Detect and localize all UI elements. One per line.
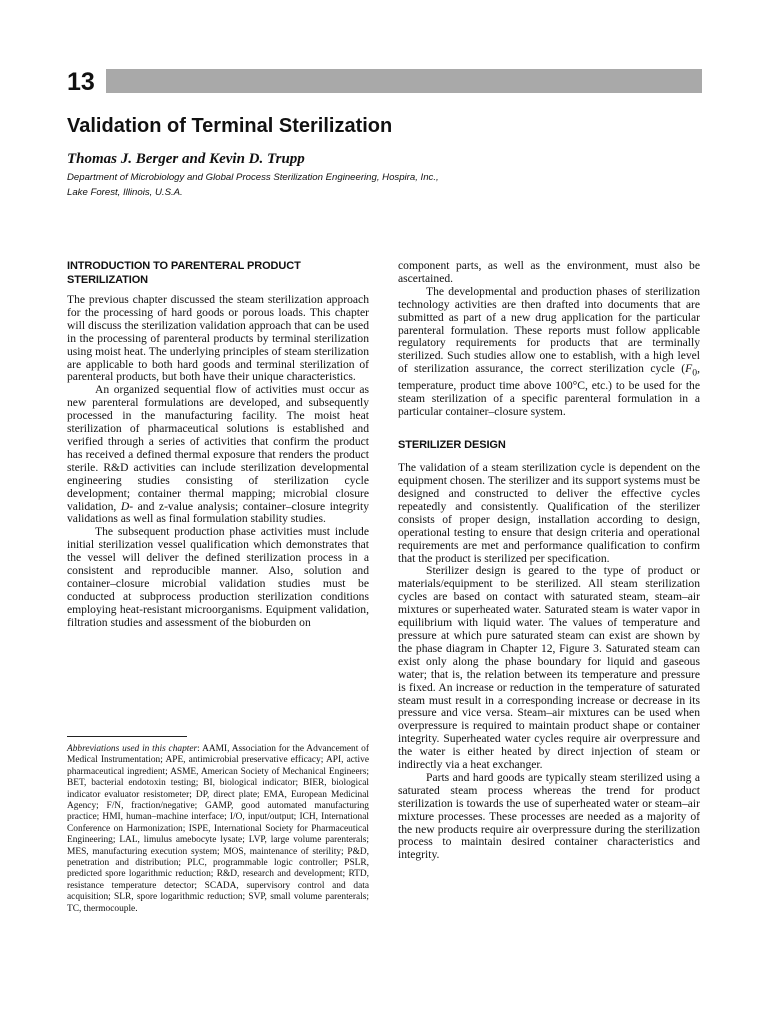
intro-paragraph-2-tail: - and z-value analysis; container–closure integrity validations as well as final formulation stability studies. (67, 499, 369, 526)
affiliation (67, 170, 707, 200)
development-text-tail: , temperature, product time above 100°C, etc.) to be used for the steam sterilization of a specific parenteral formulation in a particular container–closure system. (398, 362, 700, 419)
intro-paragraph-2-text: An organized sequential flow of activities must occur as new parenteral formulations are developed, and subsequently processed in the manufacturing facility. The moist heat sterilization of pharmaceutical solutions is established and verified through a series of activities that confirm the product has received a defined thermal exposure that renders the product sterile. R&D activities can include sterilization developmental engineering studies consisting of sterilization cycle development; container thermal mapping; microbial closure validation, (67, 383, 369, 513)
right-column (398, 260, 700, 862)
intro-paragraph-3: The subsequent production phase activities must include initial sterilization vessel qualification which demonstrates that the vessel will deliver the defined sterilization process in a consistent and reproducible manner. Also, solution and container–closure microbial validation studies must be conducted at subprocess production sterilization conditions employing heat-resistant microorganisms. Equipment validation, filtration studies and assessment of the bioburden on (67, 525, 369, 629)
f0-symbol: F (685, 362, 693, 376)
chapter-title: Validation of Terminal Sterilization (67, 115, 393, 137)
design-paragraph-2: Sterilizer design is geared to the type of product or materials/equipment to be sterilized. All steam sterilization cycles are based on contact with saturated steam, steam–air mixtures or superheated water. Saturated steam is water vapor in equilibrium with liquid water. The values of temperature and pressure at which pure saturated steam can exist are shown by the phase diagram in Chapter 12, Figure 3. Saturated steam can exist only along the phase boundary for liquid and gaseous water; that is, the relation between its temperature and pressure is fixed. An increase or reduction in the temperature of saturated steam must result in a corresponding increase or decrease in its pressure and vice versa. Steam–air mixtures can be used when overpressure is required to maintain product shape or container integrity. Superheated water cycles require air overpressure and the water is either heated by direct injection of steam or indirectly via a heat exchanger. (398, 564, 700, 772)
development-text: The developmental and production phases of sterilization technology activities are then drafted into documents that are submitted as part of a new drug application for the particular parenteral formulation. These reports must follow applicable regulatory requirements for products that are terminally sterilized. Such studies allow one to establish, with a high level of sterilization assurance, the correct sterilization cycle ( (398, 284, 700, 376)
affiliation-line-2: Lake Forest, Illinois, U.S.A. (67, 187, 183, 198)
intro-paragraph-2 (67, 384, 369, 526)
section-heading-introduction: INTRODUCTION TO PARENTERAL PRODUCT STERILIZATION (67, 260, 301, 286)
d-value-italic: D (120, 499, 130, 513)
intro-paragraph-1: The previous chapter discussed the steam sterilization approach for the processing of hard goods or porous loads. This chapter will discuss the sterilization validation approach that can be used in the processing of parenteral products by terminal sterilization using moist heat. The underlying principles of steam sterilization are applicable to both hard goods and terminal sterilization of parenteral products, but both have their unique characteristics. (67, 293, 369, 384)
authors: Thomas J. Berger and Kevin D. Trupp (67, 151, 305, 167)
development-paragraph (398, 286, 700, 419)
left-column (67, 259, 369, 630)
abbreviations-footnote (67, 744, 369, 915)
footnote-rule (67, 736, 187, 737)
chapter-header-bar (106, 69, 702, 93)
continuation-paragraph: component parts, as well as the environment, must also be ascertained. (398, 259, 700, 285)
f0-subscript: 0 (692, 367, 698, 379)
design-paragraph-3: Parts and hard goods are typically steam sterilized using a saturated steam process whereas the trend for product sterilization is towards the use of superheated water or steam–air mixture processes. These processes are needed as a majority of the new products require air overpressure during the sterilization process to maintain desired container characteristics and integrity. (398, 770, 700, 862)
chapter-number: 13 (67, 68, 95, 96)
section-heading-sterilizer-design: STERILIZER DESIGN (398, 439, 506, 452)
affiliation-line-1: Department of Microbiology and Global Process Sterilization Engineering, Hospira, Inc., (67, 172, 439, 183)
footnote-text: : AAMI, Association for the Advancement of Medical Instrumentation; APE, antimicrobial preservative efficacy; API, active pharmaceutical ingredient; ASME, American Society of Mechanical Engineers; BET, bacterial endotoxin testing; BI, biological indicator; BIER, biological indicator evaluator resistometer; DP, direct plate; EMA, European Medicinal Agency; F/N, fraction/negative; GAMP, good automated manufacturing practice; HMI, human–machine interface; I/O, input/output; ICH, International Conference on Harmonization; ISPE, International Society for Pharmaceutical Engineering; LAL, limulus amebocyte lysate; LVP, large volume parenterals; MES, manufacturing execution system; MOS, maintenance of sterility; P&D, penetration and distribution; PLC, programmable logic controller; PSLR, predicted spore logarithmic reduction; R&D, research and development; RTD, resistance temperature detector; SCADA, supervisory control and data acquisition; SLR, spore logarithmic reduction; SVP, small volume parenterals; TC, thermocouple. (67, 744, 369, 914)
footnote-lead: Abbreviations used in this chapter (67, 744, 198, 754)
design-paragraph-1: The validation of a steam sterilization cycle is dependent on the equipment chosen. The sterilizer and its support systems must be designed and constructed to deliver the effective cycles repeatedly and consistently. Qualification of the sterilizer consists of proper design, installation according to design, operational testing to ensure that design criteria and operational requirements are met and performance qualification to confirm that the product is sterilized per specification. (398, 461, 700, 565)
